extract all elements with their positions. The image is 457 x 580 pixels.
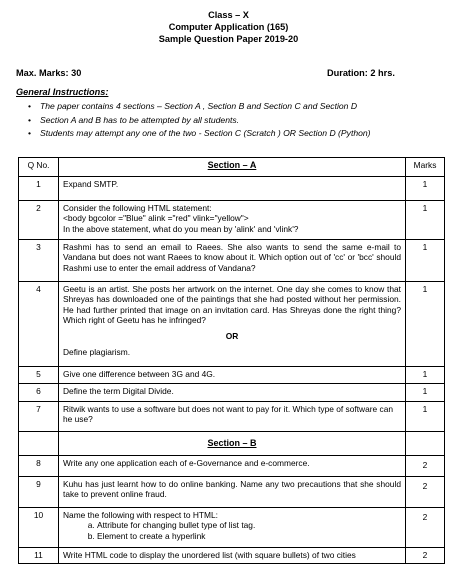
bullet-icon: •	[28, 128, 32, 138]
instructions-title: General Instructions:	[16, 87, 109, 97]
question-number: 9	[19, 477, 59, 508]
question-text: Write any one application each of e-Governance and e-commerce.	[59, 456, 406, 477]
instruction-item: • Section A and B has to be attempted by all students.	[28, 114, 240, 125]
question-number: 8	[19, 456, 59, 477]
question-number: 1	[19, 177, 59, 201]
bullet-icon: •	[28, 101, 32, 111]
question-text: Expand SMTP.	[59, 177, 406, 201]
question-marks: 1	[406, 367, 445, 384]
instruction-item: • Students may attempt any one of the two - Section C (Scratch ) OR Section D (Python)	[28, 128, 371, 138]
col-header-qno: Q No.	[19, 158, 59, 177]
instructions-list	[26, 101, 446, 142]
table-header-row	[19, 158, 445, 177]
question-marks: 2	[406, 548, 445, 564]
table-row	[19, 282, 445, 367]
section-heading-a: Section – A	[59, 158, 406, 177]
table-row	[19, 477, 445, 508]
table-row	[19, 201, 445, 240]
question-text: Write HTML code to display the unordered list (with square bullets) of two cities	[59, 548, 406, 564]
question-text: Ritwik wants to use a software but does not want to pay for it. Which type of software can he use?	[59, 402, 406, 432]
question-text: Kuhu has just learnt how to do online banking. Name any two precautions that she should take to prevent online fraud.	[59, 477, 406, 508]
question-number: 4	[19, 282, 59, 367]
table-row	[19, 240, 445, 282]
question-text: Rashmi has to send an email to Raees. She also wants to send the same e-mail to Vandana but does not want Raees to know about it. Which option out of 'cc' or 'bcc' should Rashmi use to enter the email address of Vandana?	[59, 240, 406, 282]
table-row	[19, 402, 445, 432]
question-marks: 1	[406, 177, 445, 201]
table-row	[19, 548, 445, 564]
question-text: Name the following with respect to HTML: a. Attribute for changing bullet type of list tag. b. Element to create a hyperlink	[59, 508, 406, 548]
duration: Duration: 2 hrs.	[327, 68, 395, 78]
question-number: 10	[19, 508, 59, 548]
sub-question: a. Attribute for changing bullet type of list tag.	[97, 520, 401, 530]
question-number: 6	[19, 384, 59, 402]
question-marks: 1	[406, 384, 445, 402]
section-heading-b: Section – B	[59, 432, 406, 456]
table-row	[19, 508, 445, 548]
instruction-item: • The paper contains 4 sections – Section A , Section B and Section C and Section D	[28, 101, 358, 111]
bullet-icon: •	[28, 114, 32, 125]
question-marks: 1	[406, 402, 445, 432]
question-marks: 1	[406, 282, 445, 367]
question-text: Define the term Digital Divide.	[59, 384, 406, 402]
table-row	[19, 367, 445, 384]
question-marks: 1	[406, 240, 445, 282]
question-number: 3	[19, 240, 59, 282]
paper-heading: Sample Question Paper 2019-20	[158, 34, 299, 44]
question-text: Geetu is an artist. She posts her artwork on the internet. One day she comes to know that Shreyas has downloaded one of the paintings that she had posted without her permission. He had further printed that image on an invitation card. Has Shreyas done the right thing? Which right of Geetu has he infringed? OR Define plagiarism.	[59, 282, 406, 367]
question-text: Give one difference between 3G and 4G.	[59, 367, 406, 384]
section-row	[19, 432, 445, 456]
subject-heading: Computer Application (165)	[168, 22, 289, 32]
table-row	[19, 384, 445, 402]
question-marks: 2	[406, 456, 445, 477]
class-heading: Class – X	[208, 10, 249, 20]
question-number: 7	[19, 402, 59, 432]
question-table	[18, 157, 445, 564]
question-marks: 2	[406, 477, 445, 508]
sub-question: b. Element to create a hyperlink	[97, 531, 401, 541]
question-number: 5	[19, 367, 59, 384]
sub-question-list	[63, 520, 401, 541]
question-number: 2	[19, 201, 59, 240]
table-row	[19, 177, 445, 201]
question-marks: 2	[406, 508, 445, 548]
or-label: OR	[225, 331, 239, 341]
question-text: Consider the following HTML statement: <body bgcolor ="Blue" alink ="red" vlink="yellow"> In the above statement, what do you mean by 'alink' and 'vlink'?	[59, 201, 406, 240]
table-row	[19, 456, 445, 477]
question-marks: 1	[406, 201, 445, 240]
col-header-marks: Marks	[406, 158, 445, 177]
max-marks: Max. Marks: 30	[16, 68, 82, 78]
question-number: 11	[19, 548, 59, 564]
